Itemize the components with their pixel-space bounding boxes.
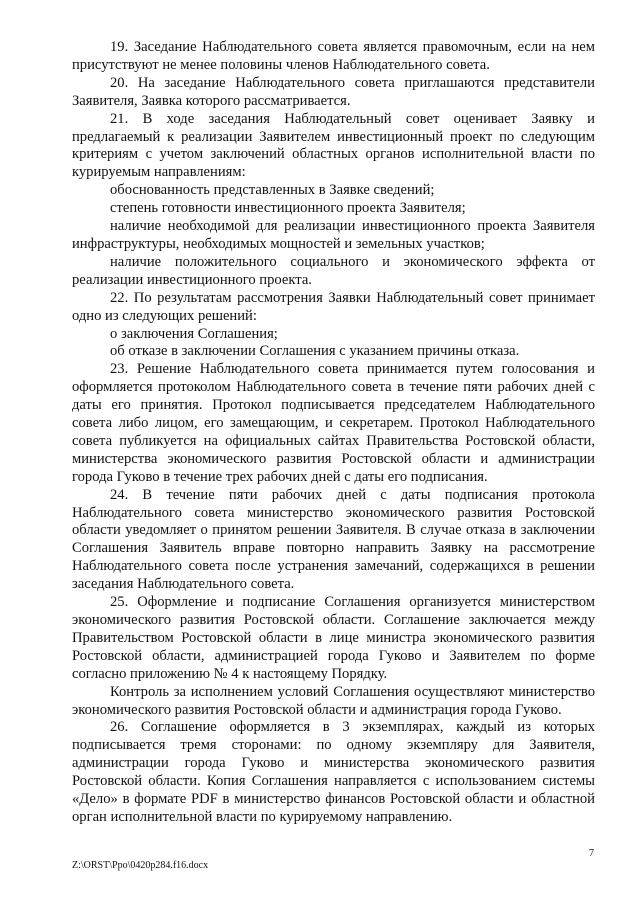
paragraph-20: 20. На заседание Наблюдательного совета приглашаются представители Заявителя, Заявка которого рассматривается. xyxy=(72,74,595,109)
paragraph-22: 22. По результатам рассмотрения Заявки Наблюдательный совет принимает одно из следующих решений: xyxy=(72,289,595,324)
page-number: 7 xyxy=(589,848,594,859)
decision-item: о заключения Соглашения; xyxy=(110,325,278,342)
criterion-item: степень готовности инвестиционного проекта Заявителя; xyxy=(110,200,466,217)
paragraph-19: 19. Заседание Наблюдательного совета является правомочным, если на нем присутствуют не менее половины членов Наблюдательного совета. xyxy=(72,39,595,73)
paragraph-26: 26. Соглашение оформляется в 3 экземплярах, каждый из которых подписывается тремя сторонами: по одному экземпляру для Заявителя, администрации города Гуково и министерства экономического развития Ростовской области. Копия Соглашения направляется с использованием системы «Дело» в формате PDF в министерство финансов Ростовской области и областной орган исполнительной власти по курируемому направлению. xyxy=(72,719,595,825)
paragraph-25: 25. Оформление и подписание Соглашения организуется министерством экономического развития Ростовской области. Соглашение заключается между Правительством Ростовской области в лице министра экономического развития Ростовской области, администрацией города Гуково и Заявителем по форме согласно приложению № 4 к настоящему Порядку. xyxy=(72,594,595,682)
paragraph-21: 21. В ходе заседания Наблюдательный совет оценивает Заявку и предлагаемый к реализации Заявителем инвестиционный проект по следующим критериям с учетом заключений областных органов исполнительной власти по курируемым направлениям: xyxy=(72,110,595,181)
footer-file-path: Z:\ORST\Ppo\0420p284.f16.docx xyxy=(72,860,209,871)
criterion-item: наличие положительного социального и экономического эффекта от реализации инвестиционного проекта. xyxy=(72,253,595,288)
paragraph-23: 23. Решение Наблюдательного совета принимается путем голосования и оформляется протоколом Наблюдательного совета в течение пяти рабочих дней с даты его принятия. Протокол подписывается председателем Наблюдательного совета либо лицом, его замещающим, и секретарем. Протокол Наблюдательного совета публикуется на официальных сайтах Правительства Ростовской области, министерства экономического развития Ростовской области и администрации города Гуково в течение трех рабочих дней с даты его подписания. xyxy=(72,361,595,485)
paragraph-control: Контроль за исполнением условий Соглашения осуществляют министерство экономического развития Ростовской области и администрация города Гуково. xyxy=(72,683,595,718)
criterion-item: наличие необходимой для реализации инвестиционного проекта Заявителя инфраструктуры, необходимых мощностей и земельных участков; xyxy=(72,218,595,252)
criterion-item: обоснованность представленных в Заявке сведений; xyxy=(110,182,435,199)
decision-item: об отказе в заключении Соглашения с указанием причины отказа. xyxy=(110,343,520,360)
document-body xyxy=(72,39,595,827)
paragraph-24: 24. В течение пяти рабочих дней с даты подписания протокола Наблюдательного совета министерство экономического развития Ростовской области уведомляет о принятом решении Заявителя. В случае отказа в заключении Соглашения Заявитель вправе повторно направить Заявку на рассмотрение Наблюдательного совета после устранения замечаний, содержащихся в решении заседания Наблюдательного совета. xyxy=(72,486,595,593)
